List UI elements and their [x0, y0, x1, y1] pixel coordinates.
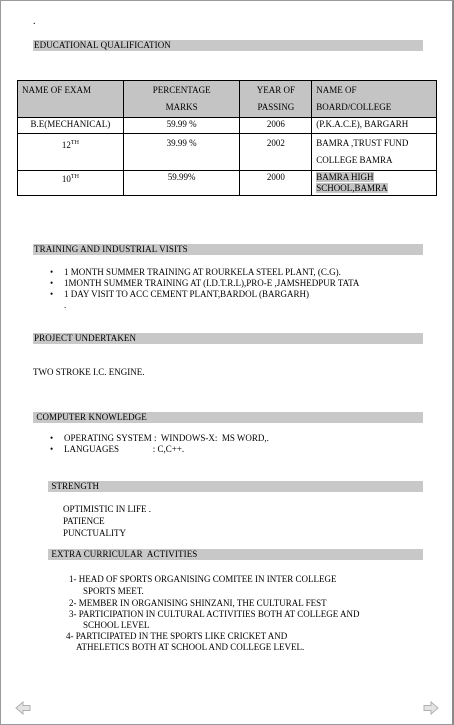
bullet-icon: •	[50, 433, 54, 443]
project-text: TWO STROKE I.C. ENGINE.	[33, 367, 145, 377]
list-item: • OPERATING SYSTEM : WINDOWS-X: MS WORD,.	[50, 433, 269, 443]
training-list	[50, 267, 359, 300]
extra-line: SPORTS MEET.	[83, 586, 144, 596]
header-exam: NAME OF EXAM	[18, 81, 124, 118]
extra-line: 2- MEMBER IN ORGANISING SHINZANI, THE CULTURAL FEST	[69, 598, 327, 608]
header-board: NAME OF BOARD/COLLEGE	[312, 81, 437, 118]
strength-heading: STRENGTH	[49, 481, 100, 491]
extra-line: 3- PARTICIPATION IN CULTURAL ACTIVITIES BOTH AT COLLEGE AND	[69, 609, 360, 619]
cell-year: 2006	[240, 118, 312, 134]
cell-marks: 39.99 %	[123, 134, 240, 171]
computer-heading-band	[33, 412, 423, 423]
list-item: • 1 MONTH SUMMER TRAINING AT ROURKELA STEEL PLANT, (C.G).	[50, 267, 341, 277]
header-year: YEAR OF PASSING	[240, 81, 312, 118]
bullet-icon: •	[50, 278, 54, 288]
bullet-icon: •	[50, 289, 54, 299]
arrow-right-icon	[422, 699, 440, 717]
list-item: • 1MONTH SUMMER TRAINING AT (I.D.T.R.L),PRO-E ,JAMSHEDPUR TATA	[50, 278, 360, 288]
cell-marks: 59.99%	[123, 171, 240, 196]
cell-exam: B.E(MECHANICAL)	[18, 118, 124, 134]
training-heading-band	[33, 244, 423, 255]
next-page-button[interactable]	[422, 699, 440, 717]
extra-heading: EXTRA CURRICULAR ACTIVITIES	[49, 549, 198, 559]
cell-exam: 12TH	[18, 134, 124, 171]
strength-item: PUNCTUALITY	[63, 528, 126, 538]
extra-line: 4- PARTICIPATED IN THE SPORTS LIKE CRICKET AND	[66, 631, 288, 641]
arrow-left-icon	[14, 699, 32, 717]
extra-line: SCHOOL LEVEL	[83, 620, 150, 630]
computer-list	[50, 433, 269, 455]
prev-page-button[interactable]	[14, 699, 32, 717]
cell-marks: 59.99 %	[123, 118, 240, 134]
list-item: • 1 DAY VISIT TO ACC CEMENT PLANT,BARDOL (BARGARH)	[50, 289, 310, 299]
project-heading-band	[33, 333, 423, 344]
top-mark: .	[33, 16, 36, 27]
extra-line: ATHELETICS BOTH AT SCHOOL AND COLLEGE LEVEL.	[76, 642, 305, 652]
strength-item: OPTIMISTIC IN LIFE .	[63, 504, 151, 514]
education-table	[17, 80, 437, 196]
cell-board: BAMRA HIGH SCHOOL,BAMRA	[312, 171, 437, 196]
strength-item: PATIENCE	[63, 516, 105, 526]
table-row	[18, 134, 437, 171]
cell-year: 2002	[240, 134, 312, 171]
training-heading: TRAINING AND INDUSTRIAL VISITS	[34, 244, 188, 254]
computer-heading: COMPUTER KNOWLEDGE	[34, 412, 147, 422]
education-heading-band	[33, 40, 423, 51]
training-trailing-mark: .	[64, 300, 67, 310]
extra-line: 1- HEAD OF SPORTS ORGANISING COMITEE IN INTER COLLEGE	[69, 574, 337, 584]
strength-heading-band	[48, 481, 423, 492]
list-item: • LANGUAGES : C,C++.	[50, 444, 185, 454]
education-heading: EDUCATIONAL QUALIFICATION	[34, 40, 171, 50]
project-heading: PROJECT UNDERTAKEN	[34, 333, 137, 343]
cell-exam: 10TH	[18, 171, 124, 196]
header-marks: PERCENTAGE MARKS	[123, 81, 240, 118]
table-header-row	[18, 81, 437, 118]
table-row	[18, 171, 437, 196]
bullet-icon: •	[50, 444, 54, 454]
cell-year: 2000	[240, 171, 312, 196]
cell-board: BAMRA ,TRUST FUND COLLEGE BAMRA	[312, 134, 437, 171]
extra-heading-band	[48, 549, 423, 560]
bullet-icon: •	[50, 267, 54, 277]
cell-board: (P.K.A.C.E), BARGARH	[312, 118, 437, 134]
table-row	[18, 118, 437, 134]
